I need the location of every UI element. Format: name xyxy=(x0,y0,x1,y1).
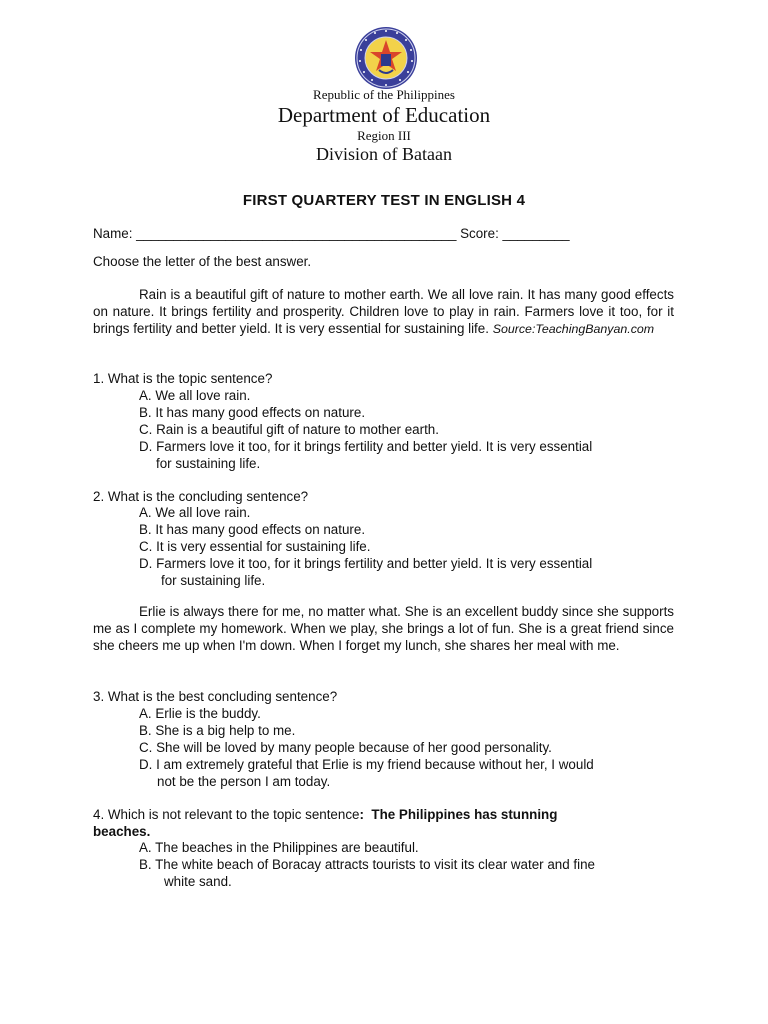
q2-option-d-continued: for sustaining life. xyxy=(161,573,266,588)
q3-option-b: B. She is a big help to me. xyxy=(139,723,296,738)
test-title: FIRST QUARTERY TEST IN ENGLISH 4 xyxy=(242,192,526,209)
q3-option-d-continued: not be the person I am today. xyxy=(157,774,331,789)
q2-option-c: C. It is very essential for sustaining life. xyxy=(139,539,371,554)
republic-label: Republic of the Philippines xyxy=(313,87,455,102)
question-4-topic-sentence: The Philippines has stunning xyxy=(371,807,558,822)
q4-option-a: A. The beaches in the Philippines are beautiful. xyxy=(139,840,419,855)
q3-option-d: D. I am extremely grateful that Erlie is my friend because without her, I would xyxy=(139,757,594,772)
region-label: Region III xyxy=(357,128,411,143)
passage-rain xyxy=(93,287,674,337)
question-4-colon: : xyxy=(359,807,364,822)
name-score-line: Name: ___________________________________________ Score: _________ xyxy=(93,226,570,241)
question-4-topic-sentence-continued: beaches. xyxy=(93,824,151,839)
passage-erlie-text: Erlie is always there for me, no matter what. She is an excellent buddy since she supports me as I complete my homework. When we play, she brings a lot of fun. She is a great friend since she cheers me up when I'm down. When I forget my lunch, she shares her meal with me. xyxy=(93,604,674,653)
q1-option-d: D. Farmers love it too, for it brings fertility and better yield. It is very essential xyxy=(139,439,593,454)
instruction: Choose the letter of the best answer. xyxy=(93,254,312,269)
question-4-prefix: 4. Which is not relevant to the topic sentence xyxy=(93,807,360,822)
deped-seal-icon xyxy=(354,26,418,90)
question-3: 3. What is the best concluding sentence? xyxy=(93,689,338,704)
q2-option-d: D. Farmers love it too, for it brings fertility and better yield. It is very essential xyxy=(139,556,593,571)
q4-option-b: B. The white beach of Boracay attracts tourists to visit its clear water and fine xyxy=(139,857,595,872)
q4-option-b-continued: white sand. xyxy=(164,874,232,889)
q1-option-c: C. Rain is a beautiful gift of nature to mother earth. xyxy=(139,422,439,437)
question-4 xyxy=(93,806,557,823)
q1-option-d-continued: for sustaining life. xyxy=(156,456,261,471)
question-2: 2. What is the concluding sentence? xyxy=(93,489,309,504)
q2-option-b: B. It has many good effects on nature. xyxy=(139,522,366,537)
passage-erlie xyxy=(93,604,674,654)
department-title: Department of Education xyxy=(277,103,491,127)
passage-rain-text: Rain is a beautiful gift of nature to mother earth. We all love rain. It has many good effects on nature. It brings fertility and prosperity. Children love to play in rain. Farmers love it too, for it brings fertility and better yield. It is very essential for sustaining life. xyxy=(93,287,674,336)
q1-option-a: A. We all love rain. xyxy=(139,388,251,403)
question-1: 1. What is the topic sentence? xyxy=(93,371,273,386)
q2-option-a: A. We all love rain. xyxy=(139,505,251,520)
q3-option-c: C. She will be loved by many people because of her good personality. xyxy=(139,740,552,755)
passage-source: Source:TeachingBanyan.com xyxy=(492,321,655,336)
q3-option-a: A. Erlie is the buddy. xyxy=(139,706,261,721)
q1-option-b: B. It has many good effects on nature. xyxy=(139,405,366,420)
division-title: Division of Bataan xyxy=(316,144,452,164)
